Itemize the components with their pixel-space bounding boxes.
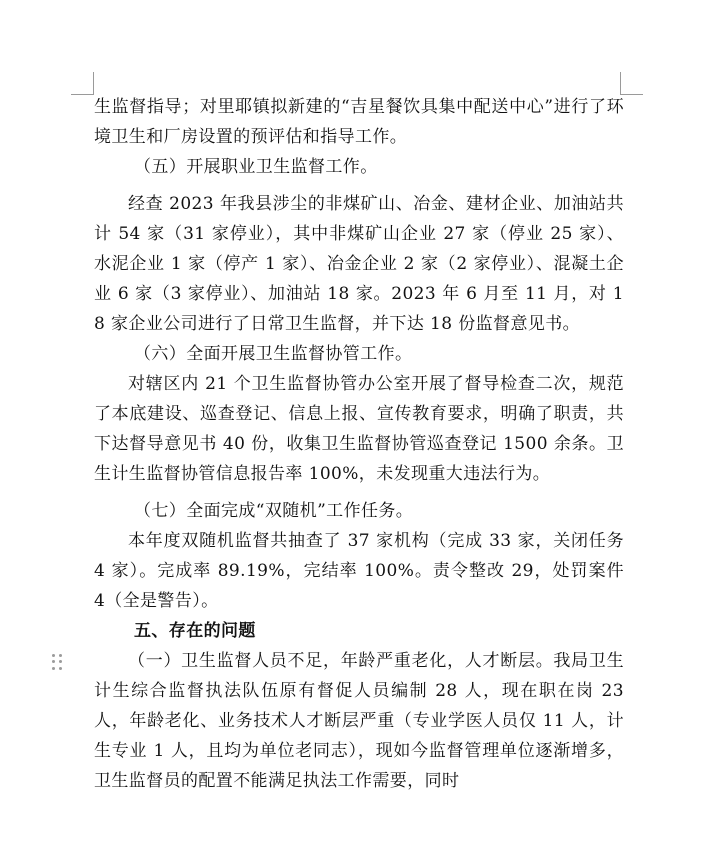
subheading-occupational-health[interactable]: （五）开展职业卫生监督工作。 bbox=[134, 157, 378, 177]
paragraph-occupational-health[interactable]: 经查 2023 年我县涉尘的非煤矿山、冶金、建材企业、加油站共计 54 家（31 家停业），其中非煤矿山企业 27 家（停业 25 家）、水泥企业 1 家（停产 1 家）、冶金企业 2 家（2 家停业）、混凝土企业 6 家（3 家停业）、加油站 18 家。2023 年 6 月至 11 月，对 18 家企业公司进行了日常卫生监督，并下达 18 份监督意见书。 bbox=[94, 194, 624, 334]
subheading-double-random[interactable]: （七）全面完成“双随机”工作任务。 bbox=[134, 501, 414, 521]
subheading-supervision-assistance[interactable]: （六）全面开展卫生监督协管工作。 bbox=[134, 344, 413, 364]
paragraph-double-random[interactable]: 本年度双随机监督共抽查了 37 家机构（完成 33 家，关闭任务 4 家）。完成率 89.19%，完结率 100%。责令整改 29，处罚案件 4（全是警告）。 bbox=[94, 531, 624, 611]
paragraph-drag-handle-icon[interactable] bbox=[52, 654, 64, 670]
document-body[interactable] bbox=[94, 92, 624, 796]
paragraph-supervision-assistance[interactable]: 对辖区内 21 个卫生监督协管办公室开展了督导检查二次，规范了本底建设、巡查登记、信息上报、宣传教育要求，明确了职责，共下达督导意见书 40 份，收集卫生监督协管巡查登记 1500 余条。卫生计生监督协管信息报告率 100%，未发现重大违法行为。 bbox=[94, 374, 624, 484]
paragraph-continuation[interactable]: 生监督指导；对里耶镇拟新建的“吉星餐饮具集中配送中心”进行了环境卫生和厂房设置的预评估和指导工作。 bbox=[94, 97, 624, 147]
crop-mark-top-left bbox=[71, 72, 94, 95]
paragraph-staff-shortage[interactable]: （一）卫生监督人员不足，年龄严重老化，人才断层。我局卫生计生综合监督执法队伍原有督促人员编制 28 人，现在职在岗 23 人，年龄老化、业务技术人才断层严重（专业学医人员仅 11 人，计生专业 1 人，且均为单位老同志），现如今监督管理单位逐渐增多，卫生监督员的配置不能满足执法工作需要，同时 bbox=[94, 651, 624, 791]
section-heading-problems[interactable]: 五、存在的问题 bbox=[134, 621, 256, 641]
